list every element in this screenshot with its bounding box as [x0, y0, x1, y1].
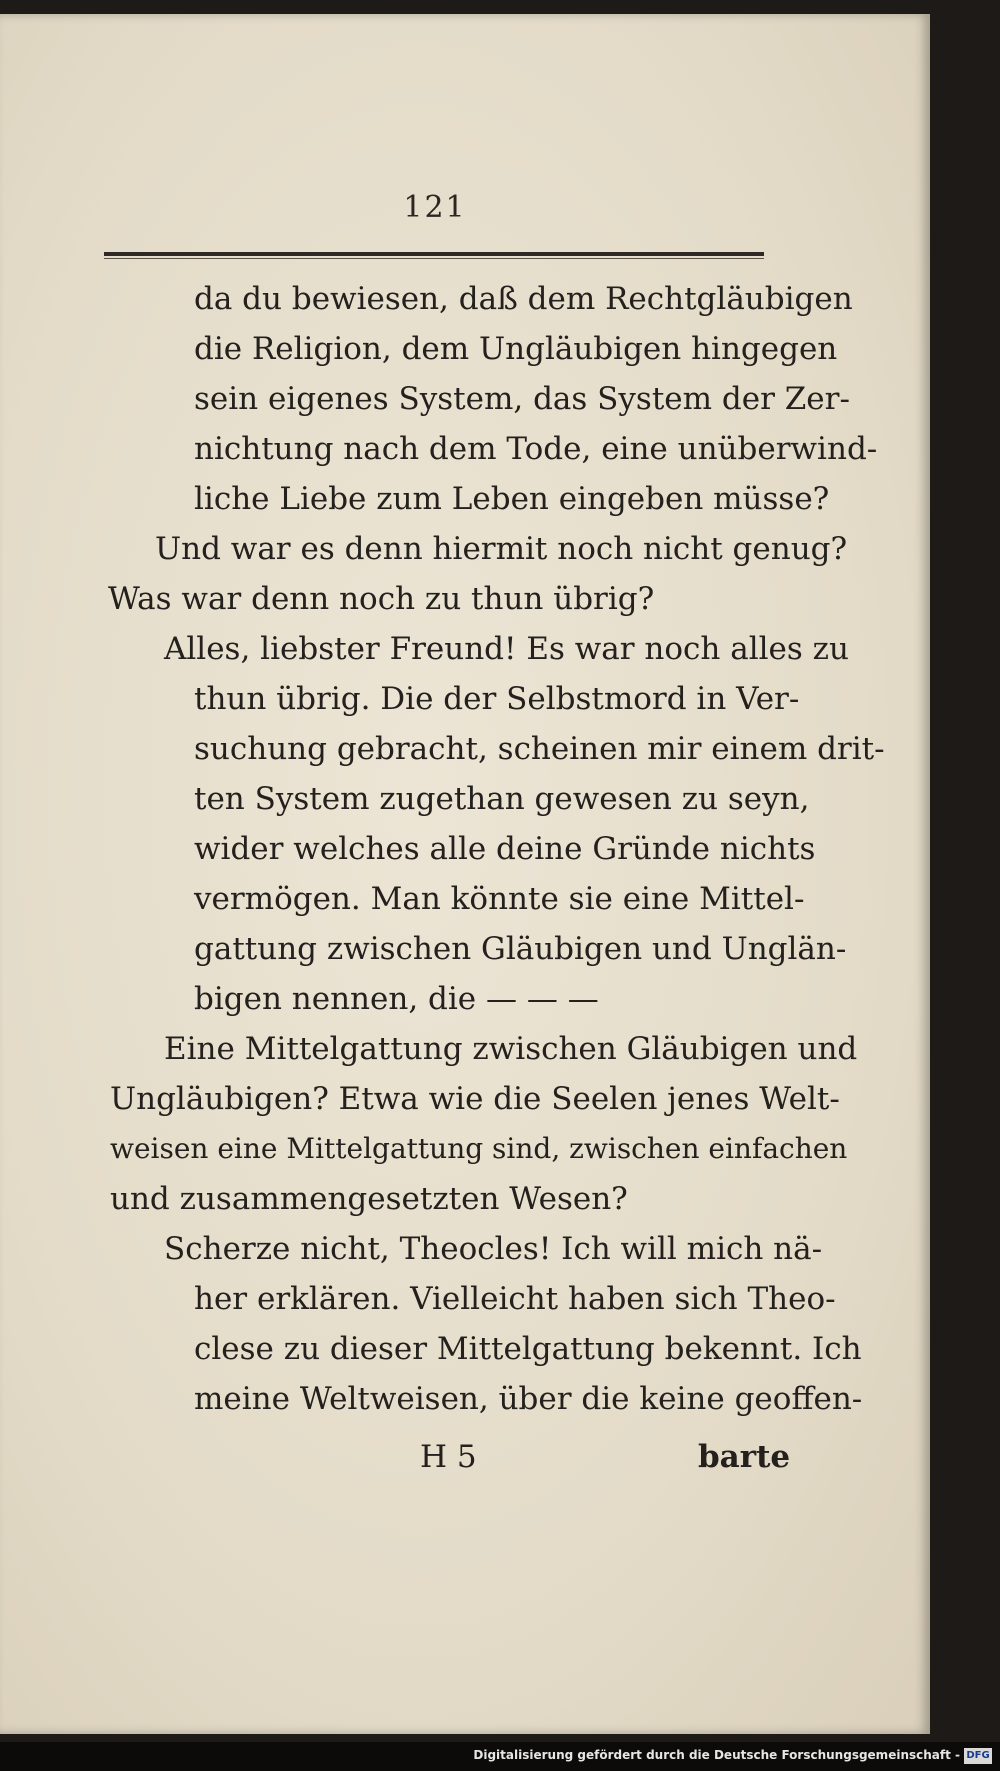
- funding-note: Digitalisierung gefördert durch die Deutsche Forschungsgemeinschaft -: [473, 1748, 960, 1762]
- text-line: Scherze nicht, Theocles! Ich will mich nä-: [164, 1231, 823, 1267]
- text-line: thun übrig. Die der Selbstmord in Ver-: [194, 681, 800, 717]
- text-line: nichtung nach dem Tode, eine unüberwind-: [194, 431, 878, 467]
- text-line: Eine Mittelgattung zwischen Gläubigen und: [164, 1031, 858, 1067]
- text-line: Und war es denn hiermit noch nicht genug?: [155, 531, 848, 567]
- text-line: und zusammengesetzten Wesen?: [110, 1181, 628, 1217]
- page-number: 121: [403, 190, 467, 225]
- text-line: ten System zugethan gewesen zu seyn,: [194, 781, 810, 817]
- text-line: suchung gebracht, scheinen mir einem drit-: [194, 731, 885, 767]
- text-line: liche Liebe zum Leben eingeben müsse?: [194, 481, 830, 517]
- text-line: meine Weltweisen, über die keine geoffen-: [194, 1381, 863, 1417]
- text-line: her erklären. Vielleicht haben sich Theo-: [194, 1281, 836, 1317]
- text-line: Alles, liebster Freund! Es war noch alles zu: [164, 631, 849, 667]
- text-line: bigen nennen, die — — —: [194, 981, 599, 1017]
- text-line: gattung zwischen Gläubigen und Unglän-: [194, 931, 847, 967]
- text-line: clese zu dieser Mittelgattung bekennt. Ich: [194, 1331, 862, 1367]
- catchword: barte: [698, 1439, 791, 1475]
- text-line: Was war denn noch zu thun übrig?: [108, 581, 655, 617]
- text-line: weisen eine Mittelgattung sind, zwischen einfachen: [110, 1132, 848, 1165]
- text-line: da du bewiesen, daß dem Rechtgläubigen: [194, 281, 853, 317]
- text-line: vermögen. Man könnte sie eine Mittel-: [194, 881, 805, 917]
- text-line: Ungläubigen? Etwa wie die Seelen jenes Welt-: [110, 1081, 840, 1117]
- dfg-logo: DFG: [964, 1748, 992, 1764]
- text-line: wider welches alle deine Gründe nichts: [194, 831, 816, 867]
- signature-mark: H 5: [420, 1439, 477, 1475]
- text-line: sein eigenes System, das System der Zer-: [194, 381, 850, 417]
- text-line: die Religion, dem Ungläubigen hingegen: [194, 331, 838, 367]
- book-page: [0, 14, 930, 1734]
